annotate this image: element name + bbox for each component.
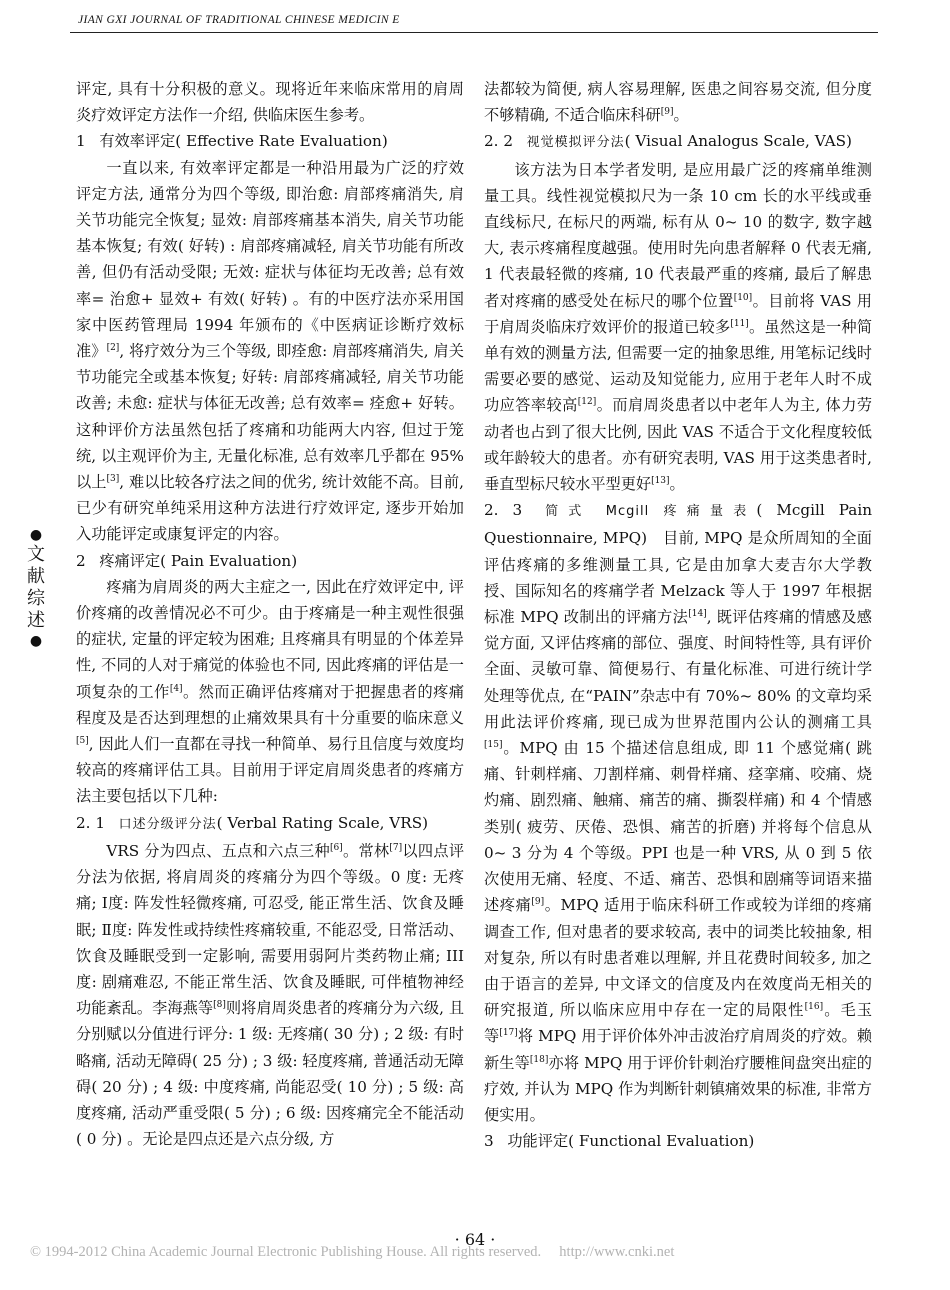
subsection-2-2-paragraph [484, 157, 872, 498]
subsection-2-3-heading [484, 497, 888, 1128]
text-run: 疼痛为肩周炎的两大主症之一, 因此在疗效评定中, 评价疼痛的改善情况必不可少。由于疼痛是一种主观性很强的症状, 定量的评定较为困难; 且疼痛具有明显的个体差异性, 不同的人对于痛觉的体验也不同, 因此疼痛的评估是一项复杂的工作 [76, 577, 464, 701]
section-title: 有效率评定( Effective Rate Evaluation) [99, 132, 388, 151]
subsection-2-1-heading [76, 810, 464, 838]
citation-ref: [6] [329, 842, 343, 853]
citation-ref: [18] [529, 1054, 549, 1065]
text-run: 一直以来, 有效率评定都是一种沿用最为广泛的疗效评定方法, 通常分为四个等级, 即治愈: 肩部疼痛消失, 肩关节功能完全恢复; 显效: 肩部疼痛基本消失, 肩关节功能基本恢复; 有效( 好转) : 肩部疼痛减轻, 肩关节功能有所改善, 但仍有活动受限; 无效: 症状与体征均无改善; 总有效率= 治愈+ 显效+ 有效( 好转) 。有的中医疗法亦采用国家中医药管理局 1994 年颁布的《中医病证诊断疗效标准》 [76, 158, 464, 361]
text-run: 。虽然这是一种简单有效的测量方法, 但需要一定的抽象思维, 用笔标记线时需要必要的感觉、运动及知觉能力, 应用于老年人时不成功应答率较高 [484, 317, 872, 415]
text-run: 。常林 [342, 841, 390, 860]
subsection-title-en: ( Mcgill Pain Questionnaire, MPQ) [484, 501, 872, 548]
intro-paragraph: 评定, 具有十分积极的意义。现将近年来临床常用的肩周炎疗效评定方法作一介绍, 供临床医生参考。 [76, 80, 464, 125]
text-run: 则将肩周炎患者的疼痛分为六级, 且分别赋以分值进行评分: 1 级: 无疼痛( 30 分) ; 2 级: 有时略痛, 活动无障碍( 25 分) ; 3 级: 轻度疼痛, 普通活动无障碍( 20 分) ; 4 级: 中度疼痛, 尚能忍受( 10 分) ; 5 级: 高度疼痛, 活动严重受限( 5 分) ; 6 级: 因疼痛完全不能活动( 0 分) 。无论是四点还是六点分级, 方 [76, 999, 465, 1149]
section-1-heading [76, 128, 464, 154]
subsection-title-cn: 口述分级评分法 [118, 816, 217, 832]
text-run: 。目前将 VAS 用于肩周炎临床疗效评价的报道已较多 [484, 291, 872, 336]
text-run: VRS 分为四点、五点和六点三种 [106, 841, 330, 860]
citation-ref: [17] [499, 1028, 518, 1039]
left-column [76, 76, 464, 1152]
text-run: 该方法为日本学者发明, 是应用最广泛的疼痛单维测量工具。线性视觉模拟尺为一条 10 cm 长的水平线或垂直线标尺, 在标尺的两端, 标有从 0~ 10 的数字, 数字越大, 表示疼痛程度越强。使用时先向患者解释 0 代表无痛, 1 代表最轻微的疼痛, 10 代表最严重的疼痛, 最后了解患者对疼痛的感受处在标尺的哪个位置 [484, 160, 872, 310]
subsection-title-en: ( Verbal Rating Scale, VRS) [216, 813, 429, 832]
text-run: 。 [673, 106, 689, 125]
subsection-title-cn: 视觉模拟评分法 [526, 135, 625, 151]
subsection-number: 2. 3 [484, 501, 523, 520]
text-run: 亦将 MPQ 用于评价针刺治疗腰椎间盘突出症的疗效, 并认为 MPQ 作为判断针刺镇痛效果的标准, 非常方便实用。 [484, 1053, 872, 1124]
section-title: 疼痛评定( Pain Evaluation) [99, 551, 298, 570]
text-run: 。MPQ 由 15 个描述信息组成, 即 11 个感觉痛( 跳痛、针刺样痛、刀割样痛、刺骨样痛、痉挛痛、咬痛、烧灼痛、剧烈痛、触痛、痛苦的痛、撕裂样痛) 和 4 个情感类别( 疲劳、厌倦、恐惧、痛苦的折磨) 并将每个信息从 0~ 3 分为 4 个等级。PPI 也是一种 VRS, 从 0 到 5 依次使用无痛、轻度、不适、痛苦、恐惧和剧痛等词语来描述疼痛 [484, 739, 872, 915]
bullet-icon: ● [29, 527, 43, 543]
citation-ref: [15] [484, 740, 503, 751]
subsection-title-en: ( Visual Analogus Scale, VAS) [624, 132, 852, 151]
header-rule [70, 32, 878, 33]
citation-ref: [13] [651, 475, 670, 486]
right-column [484, 76, 888, 1154]
continued-paragraph [484, 76, 872, 128]
section-number: 1 [76, 132, 86, 151]
text-run: 将 MPQ 用于评价体外冲击波治疗肩周炎的疗效。赖新生等 [484, 1027, 872, 1072]
side-label-text: 文献综述 [27, 544, 45, 631]
section-3-heading [484, 1128, 872, 1154]
citation-ref: [12] [577, 397, 597, 408]
section-number: 3 [484, 1132, 494, 1151]
citation-ref: [4] [169, 683, 183, 694]
section-title: 功能评定( Functional Evaluation) [507, 1132, 755, 1151]
copyright-watermark: © 1994-2012 China Academic Journal Electronic Publishing House. All rights reserved. http://www.cnki.net [30, 1244, 675, 1260]
citation-ref: [3] [106, 473, 120, 484]
text-run: , 既评估疼痛的情感及感觉方面, 又评估疼痛的部位、强度、时间特性等, 具有评价全面、灵敏可靠、简便易行、有量化标准、可进行统计学处理等优点, 在“PAIN”杂志中有 70%~ 80% 的文章均采用此法评价疼痛, 现已成为世界范围内公认的测痛工具 [484, 608, 872, 731]
citation-ref: [2] [106, 342, 120, 353]
citation-ref: [9] [660, 107, 674, 118]
subsection-2-1-paragraph [76, 838, 464, 1152]
text-run: , 将疗效分为三个等级, 即痊愈: 肩部疼痛消失, 肩关节功能完全或基本恢复; 好转: 肩部疼痛减轻, 肩关节功能改善; 未愈: 症状与体征无改善; 总有效率= 痊愈+ 好转。这种评价方法虽然包括了疼痛和功能两大内容, 但过于笼统, 以主观评价为主, 无量化标准, 总有效率几乎都在 95% 以上 [76, 342, 464, 492]
citation-ref: [7] [389, 842, 403, 853]
section-number: 2 [76, 551, 86, 570]
citation-ref: [5] [76, 736, 89, 747]
section-2-heading [76, 548, 464, 574]
citation-ref: [14] [688, 609, 707, 619]
text-run: , 因此人们一直都在寻找一种简单、易行且信度与效度均较高的疼痛评估工具。目前用于评定肩周炎患者的疼痛方法主要包括以下几种: [76, 735, 464, 806]
text-run: 目前, MPQ 是众所周知的全面评估疼痛的多维测量工具, 它是由加拿大麦吉尔大学教授、国际知名的疼痛学者 Melzack 等人于 1997 年根据标准 MPQ 改制出的评痛方法 [484, 529, 872, 627]
citation-ref: [9] [531, 897, 545, 908]
bullet-icon: ● [29, 633, 43, 649]
page-number: · 64 · [454, 1230, 496, 1249]
citation-ref: [16] [804, 1002, 824, 1013]
journal-header: JIAN GXI JOURNAL OF TRADITIONAL CHINESE MEDICIN E [78, 14, 400, 26]
citation-ref: [8] [213, 1000, 226, 1011]
section-2-paragraph [76, 574, 464, 810]
text-run: 。而肩周炎患者以中老年人为主, 体力劳动者也占到了很大比例, 因此 VAS 不适合于文化程度较低或年龄较大的患者。亦有研究表明, VAS 用于这类患者时, 垂直型标尺较水平型更好 [484, 396, 873, 494]
text-run: 。MPQ 适用于临床科研工作或较为详细的疼痛调查工作, 但对患者的要求较高, 表中的词类比较抽象, 相对复杂, 所以有时患者难以理解, 并且花费时间较多, 加之由于语言的差异, 中文译文的信度及内在效度尚无相关的研究报道, 所以临床应用中存在一定的局限性 [484, 896, 872, 1020]
subsection-title-cn: 简式 Mcgill 疼痛量表 [535, 504, 757, 520]
text-run: 以四点评分法为依据, 将肩周炎的疼痛分为四个等级。0 度: 无疼痛; Ⅰ度: 阵发性轻微疼痛, 可忍受, 能正常生活、饮食及睡眠; Ⅱ度: 阵发性或持续性疼痛较重, 不能忍受, 日常活动、饮食及睡眠受到一定影响, 需要用弱阿片类药物止痛; III 度: 剧痛难忍, 不能正常生活、饮食及睡眠, 可伴植物神经功能紊乱。李海燕等 [76, 841, 464, 1018]
subsection-number: 2. 1 [76, 813, 105, 832]
subsection-number: 2. 2 [484, 132, 513, 151]
citation-ref: [10] [733, 292, 753, 303]
text-run: 。毛玉 等 [484, 1001, 888, 1046]
text-run: 法都较为简便, 病人容易理解, 医患之间容易交流, 但分度不够精确, 不适合临床科研 [484, 80, 872, 125]
section-1-paragraph [76, 155, 464, 548]
citation-ref: [11] [730, 318, 749, 329]
text-run: 。然而正确评估疼痛对于把握患者的疼痛程度及是否达到理想的止痛效果具有十分重要的临床意义 [76, 682, 465, 727]
text-run: 。 [669, 475, 685, 494]
section-side-label [26, 526, 46, 650]
subsection-2-2-heading [484, 128, 872, 156]
text-run: , 难以比较各疗法之间的优劣, 统计效能不高。目前, 已少有研究单纯采用这种方法进行疗效评定, 逐步开始加入功能评定或康复评定的内容。 [76, 473, 465, 544]
